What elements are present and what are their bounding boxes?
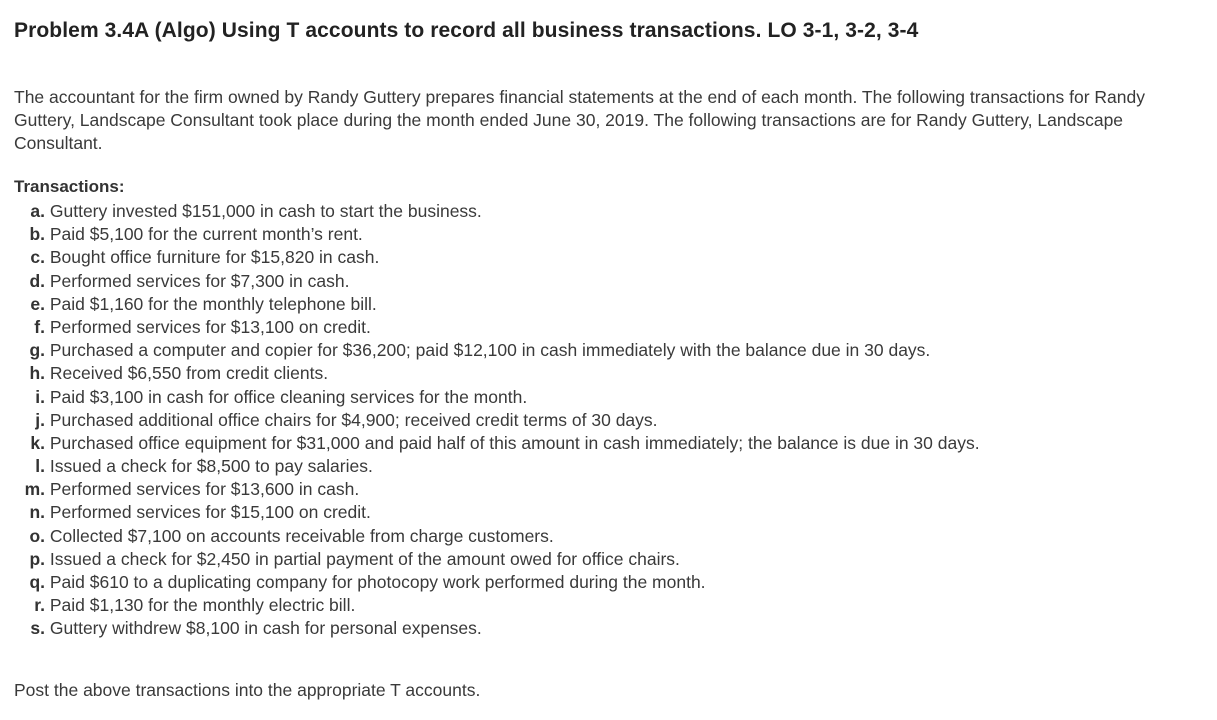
transaction-item: [14, 525, 980, 548]
transaction-item: [14, 316, 980, 339]
transaction-item: [14, 432, 980, 455]
transaction-item: [14, 617, 980, 640]
transaction-letter: m.: [24, 479, 45, 500]
problem-intro: The accountant for the firm owned by Randy Guttery prepares financial statements at the end of each month. The following transactions for Randy Guttery, Landscape Consultant took place during the month ended June 30, 2019. The following transactions are for Randy Guttery, Landscape Consultant.: [14, 87, 1145, 153]
transaction-letter: a.: [30, 201, 45, 221]
transaction-item: [14, 409, 980, 432]
transaction-letter: d.: [29, 270, 45, 291]
transaction-text: Purchased a computer and copier for $36,200; paid $12,100 in cash immediately with the balance due in 30 days.: [49, 340, 931, 361]
transaction-text: Collected $7,100 on accounts receivable from charge customers.: [49, 525, 554, 546]
transaction-text: Issued a check for $8,500 to pay salaries.: [49, 456, 373, 477]
transaction-item: [14, 386, 980, 409]
transaction-item: [14, 478, 980, 501]
transaction-letter: i.: [35, 386, 45, 407]
transaction-text: Paid $1,130 for the monthly electric bill.: [49, 595, 356, 616]
transaction-text: Paid $5,100 for the current month’s rent.: [49, 224, 363, 245]
transaction-text: Paid $3,100 in cash for office cleaning services for the month.: [49, 386, 528, 407]
transaction-text: Received $6,550 from credit clients.: [49, 363, 329, 384]
transaction-text: Issued a check for $2,450 in partial payment of the amount owed for office chairs.: [49, 548, 680, 569]
transaction-text: Guttery withdrew $8,100 in cash for personal expenses.: [49, 618, 482, 639]
transaction-text: Performed services for $13,100 on credit.: [49, 316, 371, 337]
problem-title: Problem 3.4A (Algo) Using T accounts to record all business transactions. LO 3-1, 3-2, 3-4: [14, 19, 919, 42]
transaction-letter: f.: [34, 316, 45, 337]
transaction-letter: g.: [29, 340, 45, 361]
transaction-text: Paid $610 to a duplicating company for photocopy work performed during the month.: [49, 572, 706, 592]
transaction-letter: n.: [29, 502, 45, 523]
transaction-letter: s.: [30, 618, 45, 639]
transactions-list: [14, 200, 980, 641]
transaction-letter: c.: [30, 247, 45, 268]
transaction-text: Performed services for $13,600 in cash.: [49, 479, 360, 500]
transaction-text: Bought office furniture for $15,820 in cash.: [49, 247, 380, 268]
transaction-item: [14, 223, 980, 246]
transaction-item: [14, 548, 980, 571]
transaction-letter: o.: [29, 525, 45, 546]
transaction-letter: p.: [29, 548, 45, 569]
transaction-item: [14, 270, 980, 293]
transactions-heading: Transactions:: [14, 177, 125, 196]
transaction-text: Performed services for $15,100 on credit.: [49, 502, 371, 523]
transaction-text: Performed services for $7,300 in cash.: [49, 270, 350, 291]
transaction-letter: k.: [30, 432, 45, 453]
transaction-item: [14, 200, 980, 223]
transaction-item: [14, 339, 980, 362]
transaction-item: [14, 246, 980, 269]
transaction-text: Paid $1,160 for the monthly telephone bill.: [49, 293, 377, 314]
transaction-letter: b.: [29, 224, 45, 245]
transaction-letter: l.: [35, 456, 45, 477]
transaction-text: Purchased additional office chairs for $4,900; received credit terms of 30 days.: [49, 409, 658, 430]
transaction-item: [14, 293, 980, 316]
transaction-text: Purchased office equipment for $31,000 and paid half of this amount in cash immediately; the balance is due in 30 days.: [49, 432, 980, 453]
transaction-item: [14, 571, 980, 594]
transaction-letter: e.: [30, 293, 45, 314]
transaction-letter: h.: [29, 363, 45, 384]
transaction-item: [14, 362, 980, 385]
transaction-letter: r.: [34, 595, 45, 616]
transaction-item: [14, 594, 980, 617]
transaction-letter: q.: [29, 572, 45, 592]
transaction-text: Guttery invested $151,000 in cash to start the business.: [49, 201, 482, 221]
transaction-item: [14, 455, 980, 478]
transaction-letter: j.: [35, 409, 45, 430]
problem-instruction: Post the above transactions into the appropriate T accounts.: [14, 680, 481, 700]
transaction-item: [14, 501, 980, 524]
